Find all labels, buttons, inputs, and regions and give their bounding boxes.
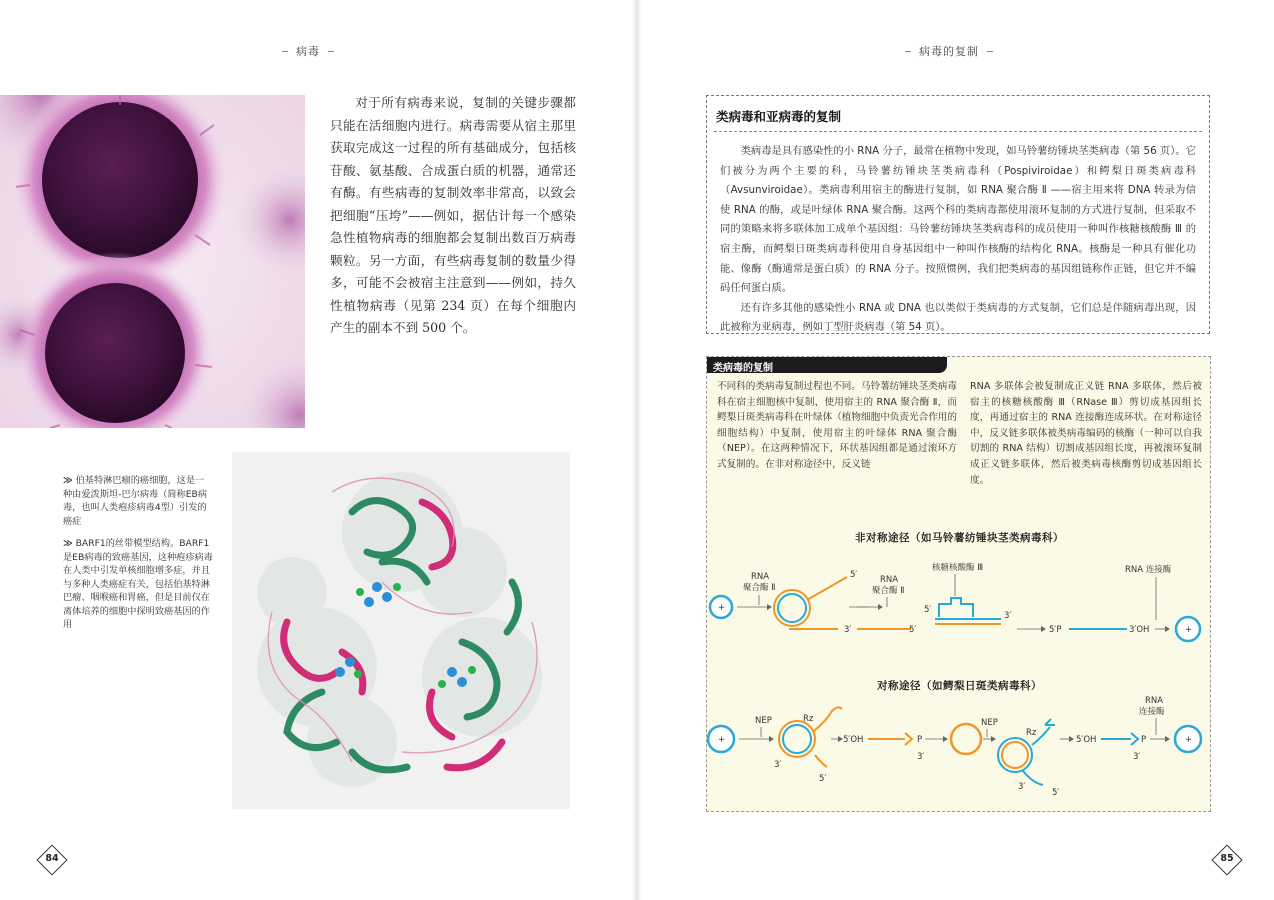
five-prime-label: 5′ <box>850 570 858 580</box>
viroid-replication-panel <box>706 356 1211 812</box>
rna-pol-label: RNA <box>751 572 770 582</box>
five-prime-label: 5′ <box>924 605 932 615</box>
sidebar-paragraph-2: 还有许多其他的感染性小 RNA 或 DNA 也以类似于类病毒的方式复制，它们总是伴随病毒出现，因此被称为亚病毒，例如丁型肝炎病毒（第 54 页）。 <box>720 301 1196 334</box>
sidebar-title: 类病毒和亚病毒的复制 <box>714 103 1202 132</box>
three-prime-label: 3′ <box>1004 611 1012 621</box>
running-head-right <box>905 43 993 59</box>
running-head-left <box>282 43 334 59</box>
five-prime-label: 5′ <box>1052 788 1060 798</box>
rna-pol-label: 聚合酶 Ⅱ <box>743 583 776 593</box>
caption-cancer-cells <box>63 474 213 528</box>
running-head-text: 病毒的复制 <box>919 45 979 58</box>
three-oh-label: 3′OH <box>1129 625 1150 635</box>
viroid-subviral-sidebar <box>706 95 1210 334</box>
p-label: P <box>1141 735 1147 745</box>
caption-marker: ≫ <box>63 538 73 549</box>
five-p-label: 5′P <box>1049 625 1062 635</box>
sidebar-paragraph-1: 类病毒是具有感染性的小 RNA 分子，最常在植物中发现，如马铃薯纺锤块茎类病毒（第 56 页）。它们被分为两个主要的科，马铃薯纺锤块茎类病毒科（Pospiviroidae）和鳄梨日斑类病毒科（Avsunviroidae）。类病毒利用宿主的酶进行复制，如 RNA 聚合酶 Ⅱ ——宿主用来将 DNA 转录为信使 RNA 的酶，或是叶绿体 RNA 聚合酶。这两个科的类病毒都使用滚环复制的方式进行复制，但采取不同的策略来将多联体加工成单个基因组：马铃薯纺锤块茎类病毒科的成员使用一种叫作核糖核酸酶 Ⅲ 的宿主酶，而鳄梨日斑类病毒科使用自身基因组中一种叫作核酶的结构化 RNA。核酶是一种具有催化功能、像酶（酶通常是蛋白质）的 RNA 分子。按照惯例，我们把类病毒的基因组链称作正链，但它并不编码任何蛋白质。 <box>720 145 1196 295</box>
main-body-text: 对于所有病毒来说，复制的关键步骤都只能在活细胞内进行。病毒需要从宿主那里获取完成这一过程的所有基础成分，包括核苷酸、氨基酸、合成蛋白质的机器，通常还有酶。有些病毒的复制效率非常高，以致会把细胞“压垮”——例如，据估计每一个感染急性植物病毒的细胞都会复制出数百万病毒颗粒。另一方面，有些病毒复制的数量少得多，可能不会被宿主注意到——例如，持久性植物病毒（见第 234 页）在每个细胞内产生的副本不到 500 个。 <box>330 95 576 335</box>
rz-label: Rz <box>803 714 814 724</box>
symmetric-pathway-diagram <box>707 695 1212 803</box>
caption-marker: ≫ <box>63 475 73 486</box>
three-prime-label: 3′ <box>774 760 782 770</box>
page-number-right <box>1212 845 1242 875</box>
sidebar-body <box>714 132 1202 338</box>
five-prime-label: 5′ <box>819 774 827 784</box>
five-prime-label: 5′ <box>909 625 917 635</box>
ligase-label: 连接酶 <box>1139 707 1165 717</box>
three-prime-label: 3′ <box>1133 752 1141 762</box>
rz-label: Rz <box>1026 728 1037 738</box>
ligase-label: RNA <box>1145 696 1164 706</box>
plus-sign: + <box>718 735 726 745</box>
barf1-ribbon-structure-image <box>232 452 570 809</box>
three-prime-label: 3′ <box>917 752 925 762</box>
plus-sign: + <box>1185 625 1193 635</box>
page-number-left <box>37 845 67 875</box>
plus-sign: + <box>718 603 726 613</box>
three-prime-label: 3′ <box>1018 782 1026 792</box>
ligase-label: RNA 连接酶 <box>1125 565 1172 575</box>
caption-text: BARF1的丝带模型结构。BARF1是EB病毒的致癌基因，这种疱疹病毒在人类中引发单核细胞增多症，并且与多种人类癌症有关，包括伯基特淋巴瘤、咽喉癌和胃癌，但是目前仅在离体培养的细胞中探明致癌基因的作用 <box>63 538 213 630</box>
page-number-text: 85 <box>1220 853 1234 864</box>
plus-sign: + <box>1185 735 1193 745</box>
three-prime-label: 3′ <box>844 625 852 635</box>
page-number-text: 84 <box>45 853 59 864</box>
rnase-label: 核糖核酸酶 Ⅲ <box>932 563 984 573</box>
symmetric-pathway-title: 对称途径（如鳄梨日斑类病毒科） <box>877 680 1042 692</box>
running-head-text: 病毒 <box>296 45 320 58</box>
cancer-cells-photo <box>0 95 305 428</box>
panel-tab-label: 类病毒的复制 <box>707 357 947 373</box>
asymmetric-pathway-diagram <box>707 552 1212 652</box>
nep-label: NEP <box>755 716 772 726</box>
right-page <box>637 0 1274 900</box>
rna-pol2-label: RNA <box>880 575 899 585</box>
rna-pol2-label: 聚合酶 Ⅱ <box>872 586 905 596</box>
five-oh-label: 5′OH <box>1076 735 1097 745</box>
panel-column-2: RNA 多联体会被复制成正义链 RNA 多联体，然后被宿主的核糖核酸酶 Ⅲ（RNase Ⅲ）剪切成基因组长度，再通过宿主的 RNA 连接酶连成环状。在对称途径中，反义链多联体被类病毒编码的核酶（一种可以自我切割的 RNA 结构）切割成基因组长度，再被滚环复制成正义链多联体，然后被类病毒核酶剪切成基因组长度。 <box>970 381 1202 486</box>
caption-barf1 <box>63 537 213 632</box>
p-label: P <box>917 735 923 745</box>
five-oh-label: 5′OH <box>843 735 864 745</box>
panel-column-1: 不同科的类病毒复制过程也不同。马铃薯纺锤块茎类病毒科在宿主细胞核中复制，使用宿主的 RNA 聚合酶 Ⅱ，而鳄梨日斑类病毒科在叶绿体（植物细胞中负责光合作用的细胞结构）中复制，使用宿主的叶绿体 RNA 聚合酶（NEP）。在这两种情况下，环状基因组都是通过滚环方式复制的。在非对称途径中，反义链 <box>717 381 957 470</box>
caption-text: 伯基特淋巴瘤的癌细胞，这是一种由爱泼斯坦-巴尔病毒（简称EB病毒，也叫人类疱疹病毒4型）引发的癌症 <box>63 475 208 527</box>
asymmetric-pathway-title: 非对称途径（如马铃薯纺锤块茎类病毒科） <box>855 532 1064 544</box>
nep-label: NEP <box>981 718 998 728</box>
